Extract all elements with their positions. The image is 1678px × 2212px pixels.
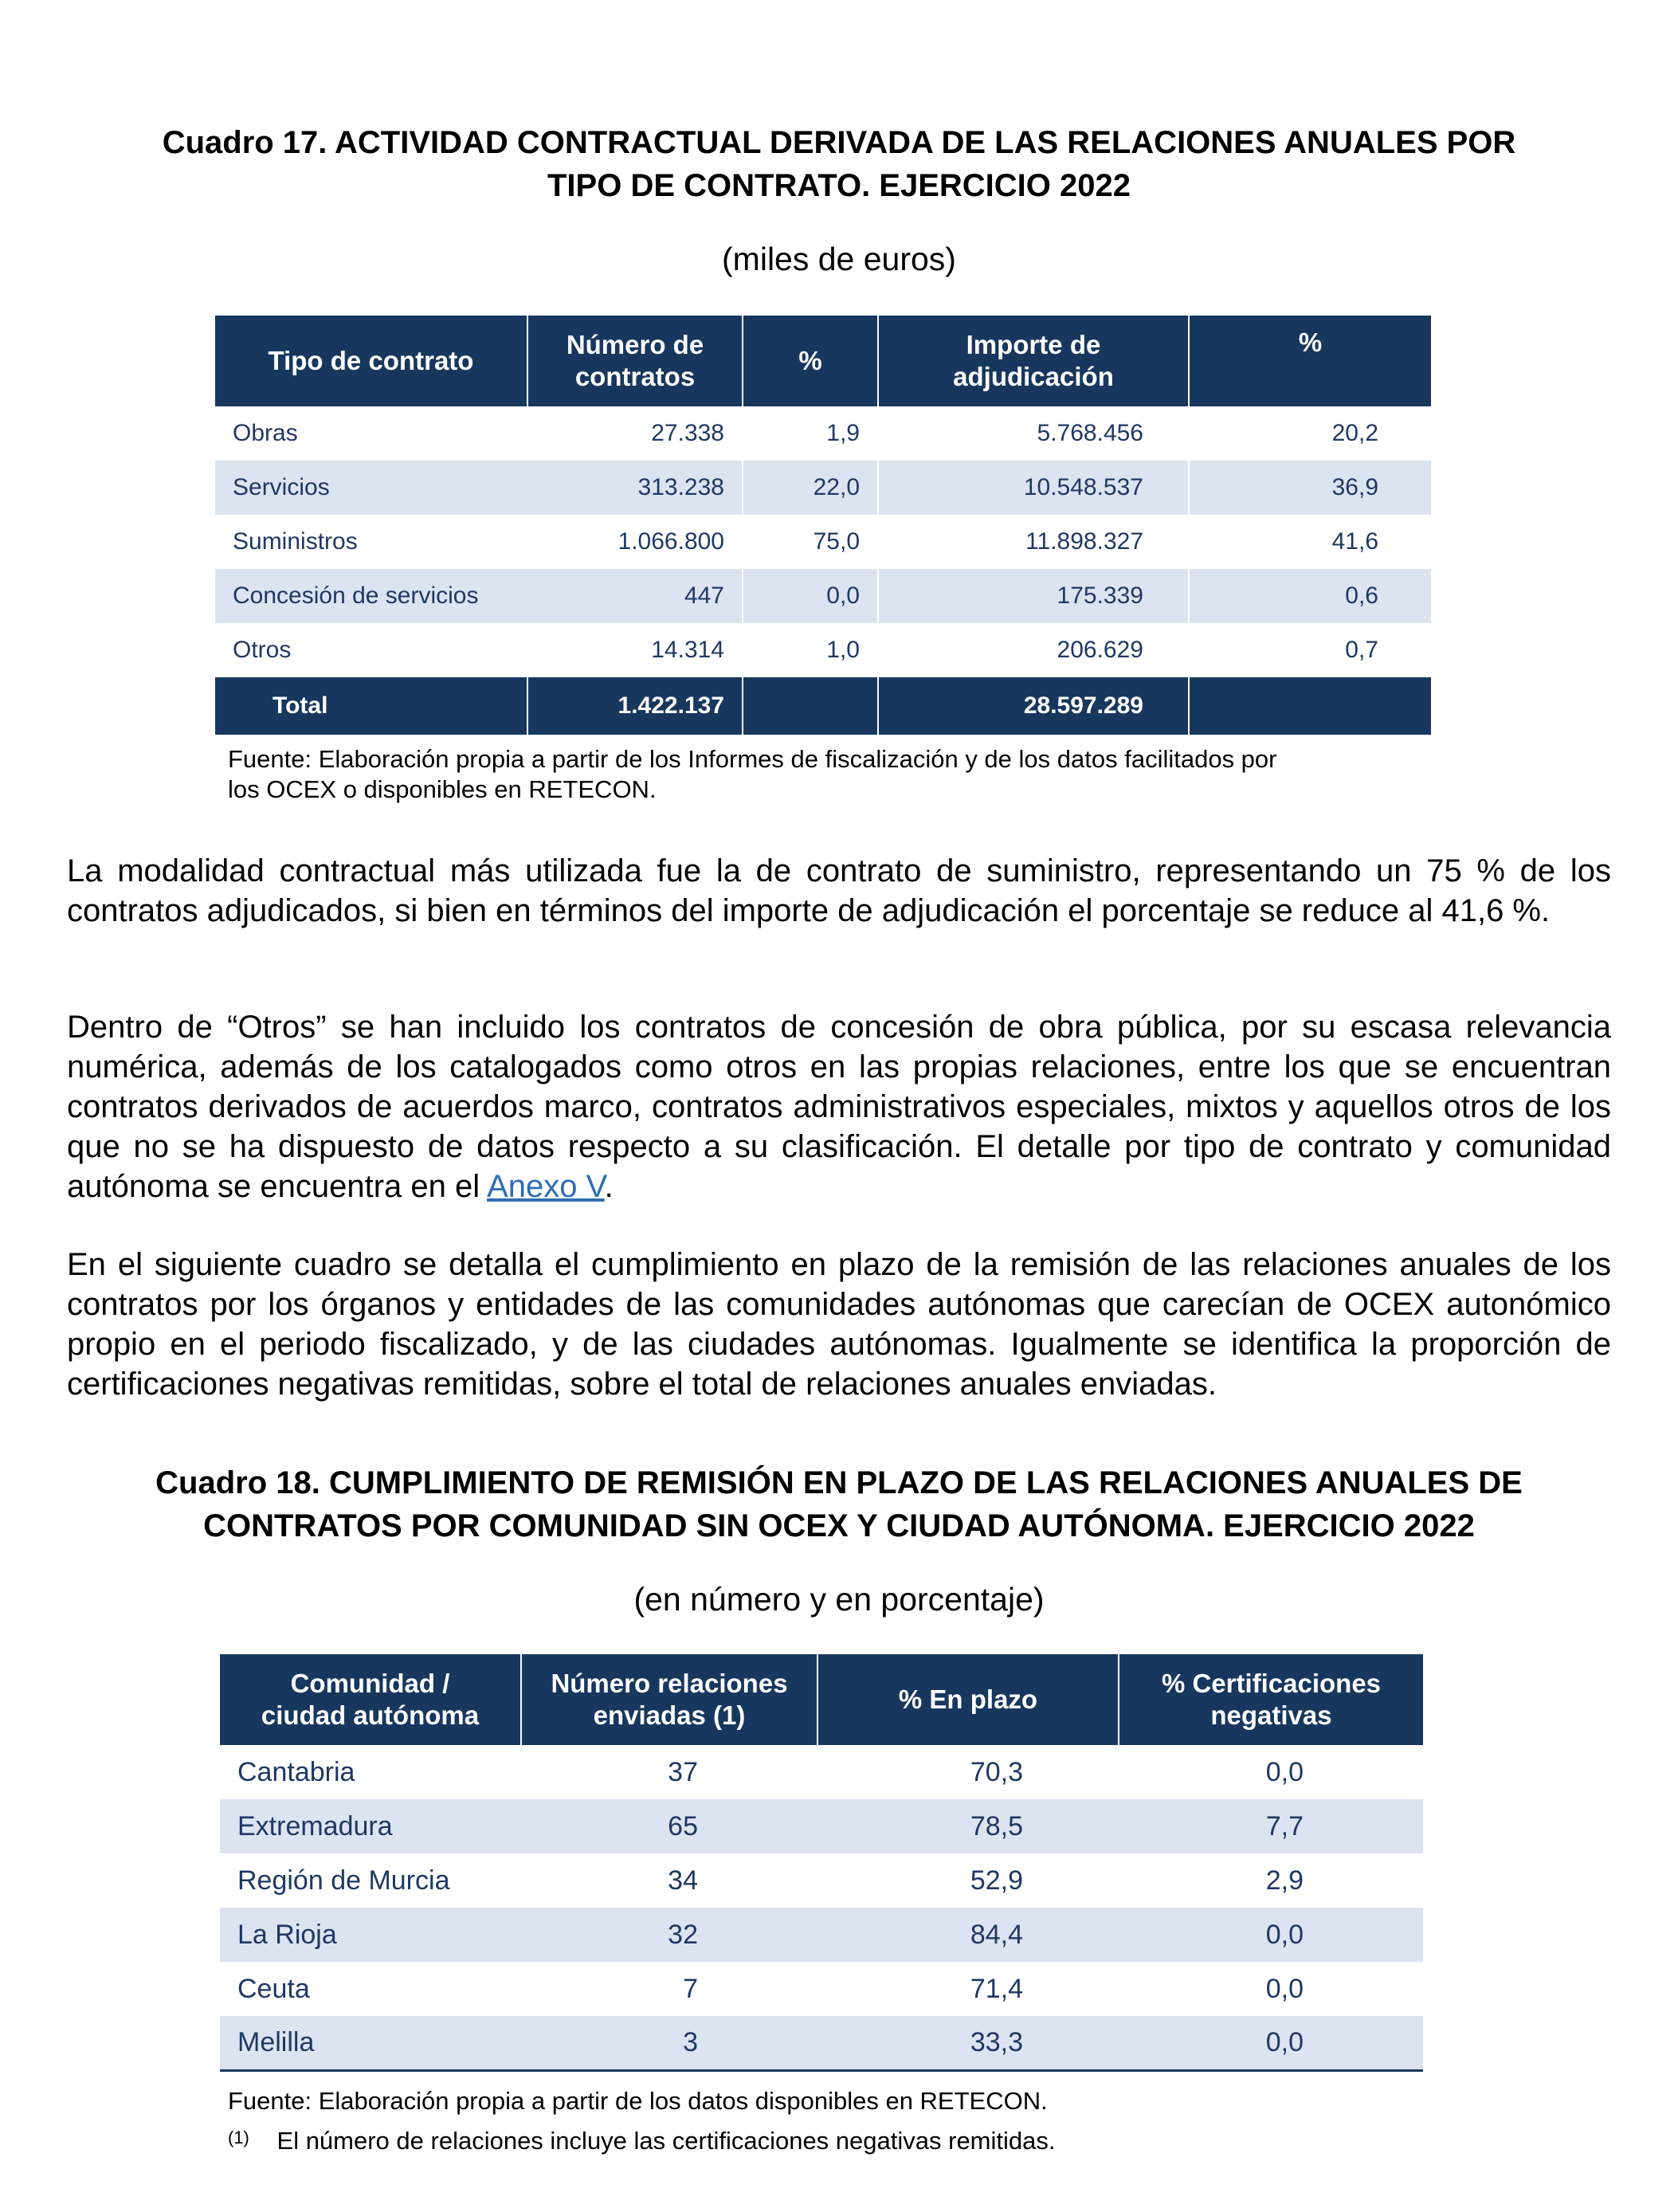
header-tipo: Tipo de contrato [215,316,527,406]
footnote-text: El número de relaciones incluye las certificaciones negativas remitidas. [276,2127,1056,2155]
total-empty-cell [1189,677,1431,735]
paragraph-2: Dentro de “Otros” se han incluido los contratos de concesión de obra pública, por su escasa relevancia numérica, además de los catalogados como otros en las propias relaciones, entre los que se encuentran contratos derivados de acuerdos marco, contratos administrativos especiales, mixtos y aquellos otros de los que no se ha dispuesto de datos respecto a su clasificación. El detalle por tipo de contrato y comunidad autónoma se encuentra en el Anexo V. [67,1010,1611,1204]
cell-importe: 10.548.537 [878,461,1189,515]
cell-enviadas: 34 [668,1865,698,1896]
cuadro18-title-line1: Cuadro 18. CUMPLIMIENTO DE REMISIÓN EN PLAZO DE LAS RELACIONES ANUALES DE [155,1465,1523,1500]
cell-comunidad: La Rioja [220,1908,521,1962]
total-label: Total [215,677,527,735]
table-row [215,406,1431,461]
cell-pct-imp: 41,6 [1331,528,1378,555]
table-row [220,2016,1423,2070]
cuadro17-table [215,316,1431,735]
cell-cert-neg: 0,0 [1265,1756,1304,1787]
cell-tipo: Suministros [233,528,358,555]
cell-numero: 447 [527,569,743,623]
cuadro18-body [220,1745,1423,2070]
cuadro17-title-line2: TIPO DE CONTRATO. EJERCICIO 2022 [547,168,1131,203]
cell-pct-num: 0,0 [743,569,878,623]
cell-importe: 11.898.327 [878,515,1189,569]
cuadro18-source: Fuente: Elaboración propia a partir de los datos disponibles en RETECON. [228,2087,1048,2115]
cell-comunidad: Melilla [220,2016,521,2070]
table-row [220,1853,1423,1908]
header-importe: Importe de adjudicación [878,316,1189,406]
cell-numero: 27.338 [527,406,743,461]
cell-tipo: Obras [233,420,298,446]
cuadro17-unit: (miles de euros) [722,241,956,277]
cell-tipo: Otros [233,637,292,663]
cuadro18-unit: (en número y en porcentaje) [633,1581,1045,1618]
paragraph-1: La modalidad contractual más utilizada fue la de contrato de suministro, representando un 75 % de los contratos adjudicados, si bien en términos del importe de adjudicación el porcentaje se reduce al 41,6 %. [67,853,1611,928]
footnote-marker: (1) [228,2128,249,2147]
cell-enviadas: 65 [521,1799,817,1853]
cuadro18-title-line2: CONTRATOS POR COMUNIDAD SIN OCEX Y CIUDAD AUTÓNOMA. EJERCICIO 2022 [203,1508,1475,1543]
header-cert-neg: % Certificaciones negativas [1119,1654,1423,1745]
total-row [215,677,1431,735]
cell-en-plazo: 52,9 [970,1865,1023,1896]
cell-pct-imp: 20,2 [1331,420,1378,446]
cuadro18-header-row [220,1654,1423,1745]
cell-importe: 5.768.456 [878,406,1189,461]
cell-enviadas: 37 [668,1756,698,1787]
cell-importe: 206.629 [878,623,1189,677]
total-numero: 1.422.137 [527,677,743,735]
header-numero: Número de contratos [527,316,743,406]
cuadro17-body [215,406,1431,735]
cell-pct-imp: 36,9 [1189,461,1431,515]
cell-comunidad: Región de Murcia [237,1865,450,1896]
cell-numero: 1.066.800 [527,515,743,569]
cell-cert-neg: 0,0 [1119,2016,1423,2070]
cell-en-plazo: 84,4 [817,1908,1119,1962]
cuadro17-source: Fuente: Elaboración propia a partir de los Informes de fiscalización y de los datos facilitados por los OCEX o disponibles en RETECON. [228,745,1277,803]
cell-pct-num: 1,9 [743,406,878,461]
header-en-plazo: % En plazo [817,1654,1119,1745]
cell-en-plazo: 33,3 [817,2016,1119,2070]
cell-cert-neg: 0,0 [1119,1908,1423,1962]
cell-en-plazo: 70,3 [970,1756,1023,1787]
cell-cert-neg: 0,0 [1265,1973,1304,2004]
cell-comunidad: Cantabria [237,1756,355,1787]
cell-pct-num: 1,0 [743,623,878,677]
table-row [215,623,1431,677]
cell-en-plazo: 78,5 [817,1799,1119,1853]
cell-pct-imp: 0,6 [1189,569,1431,623]
cell-cert-neg: 7,7 [1119,1799,1423,1853]
table-row [215,515,1431,569]
anexo-v-link[interactable]: Anexo V [487,1169,605,1204]
table-row [220,1799,1423,1853]
table-row [220,1908,1423,1962]
cell-pct-num: 75,0 [743,515,878,569]
cell-comunidad: Ceuta [237,1973,310,2004]
cell-en-plazo: 71,4 [970,1973,1023,2004]
total-empty-cell [743,677,878,735]
cell-cert-neg: 2,9 [1265,1865,1304,1896]
paragraph-3: En el siguiente cuadro se detalla el cumplimiento en plazo de la remisión de las relaciones anuales de los contratos por los órganos y entidades de las comunidades autónomas que carecían de OCEX autonómico propio en el periodo fiscalizado, y de las ciudades autónomas. Igualmente se identifica la proporción de certificaciones negativas remitidas, sobre el total de relaciones anuales enviadas. [67,1247,1611,1402]
cuadro18-table [220,1654,1423,2072]
header-enviadas: Número relaciones enviadas (1) [521,1654,817,1745]
cell-importe: 175.339 [878,569,1189,623]
cell-numero: 14.314 [527,623,743,677]
cuadro17-title [64,121,1614,207]
cuadro17-header-row [215,316,1431,406]
cell-numero: 313.238 [527,461,743,515]
cell-enviadas: 7 [683,1973,698,2004]
cuadro18-title [64,1461,1614,1547]
cell-enviadas: 32 [521,1908,817,1962]
cuadro18-footnote [228,2126,1056,2156]
cell-tipo: Servicios [215,461,527,515]
header-pct-numero: % [743,316,878,406]
table-row [215,461,1431,515]
cell-pct-imp: 0,7 [1345,637,1378,663]
table-row [220,1745,1423,1799]
table-row [215,569,1431,623]
header-pct-importe: % [1189,316,1431,406]
header-comunidad: Comunidad / ciudad autónoma [220,1654,521,1745]
cell-tipo: Concesión de servicios [215,569,527,623]
cuadro17-title-line1: Cuadro 17. ACTIVIDAD CONTRACTUAL DERIVADA DE LAS RELACIONES ANUALES POR [162,125,1516,160]
cell-enviadas: 3 [521,2016,817,2070]
total-importe: 28.597.289 [878,677,1189,735]
cell-pct-num: 22,0 [743,461,878,515]
cell-comunidad: Extremadura [220,1799,521,1853]
table-row [220,1962,1423,2016]
